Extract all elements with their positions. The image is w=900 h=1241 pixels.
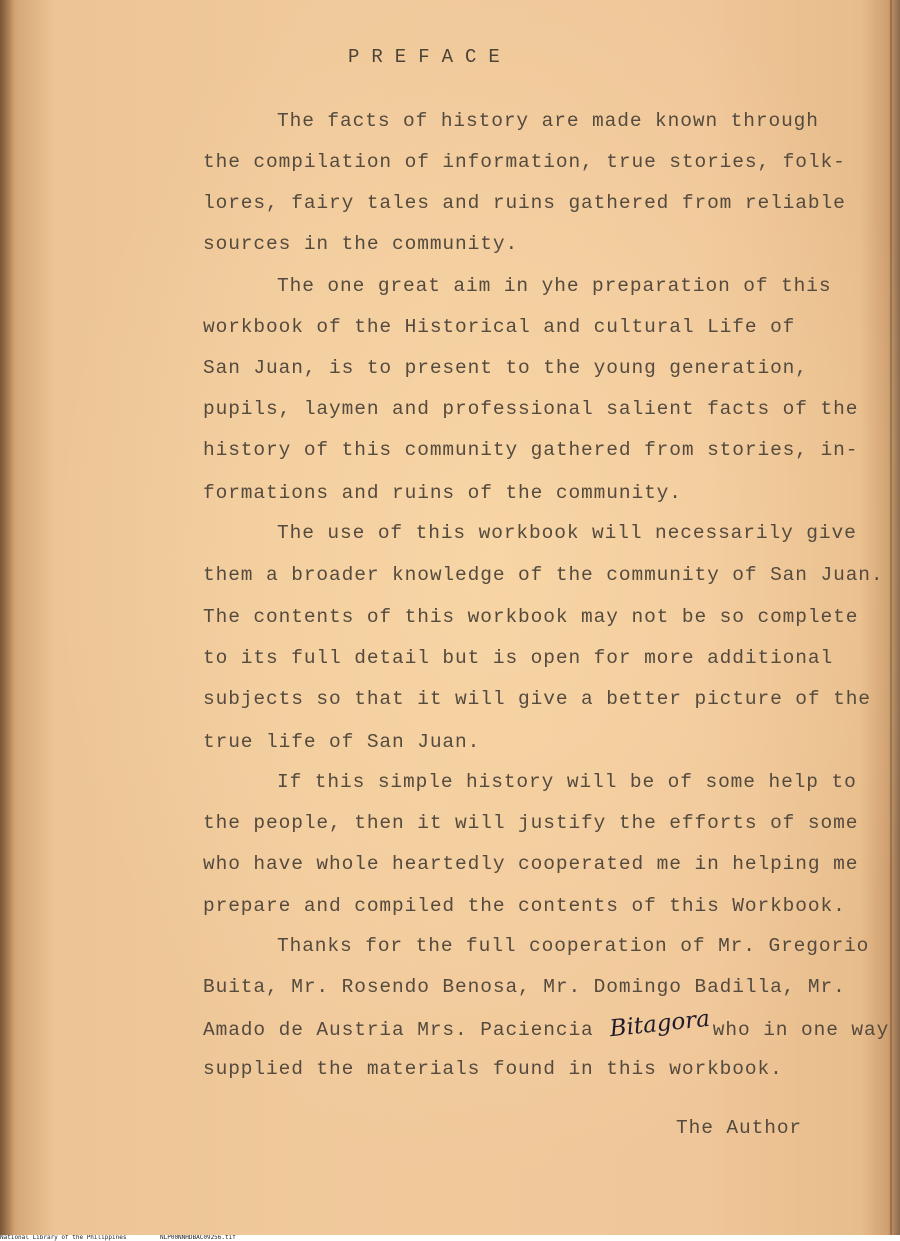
paragraph-5-line-3 — [203, 1005, 890, 1043]
paragraph-1-line-4: sources in the community. — [203, 233, 519, 255]
author-signoff: The Author — [676, 1117, 803, 1139]
paragraph-4-line-2: the people, then it will justify the efforts of some — [203, 812, 859, 834]
paragraph-2-line-6: formations and ruins of the community. — [203, 482, 682, 504]
paragraph-5-line-1: Thanks for the full cooperation of Mr. Gregorio — [277, 935, 870, 957]
paragraph-2-line-2: workbook of the Historical and cultural Life of — [203, 316, 796, 338]
footer-file-id: NLP00NNHDBAC09256.tif — [160, 1235, 236, 1241]
paragraph-2-line-3: San Juan, is to present to the young generation, — [203, 357, 808, 379]
paragraph-4-line-1: If this simple history will be of some help to — [277, 771, 857, 793]
paragraph-5-line-3-text: Amado de Austria Mrs. Paciencia — [203, 1019, 594, 1041]
paragraph-3-line-4: to its full detail but is open for more additional — [203, 647, 834, 669]
page-title: PREFACE — [348, 46, 512, 68]
paragraph-5-line-2: Buita, Mr. Rosendo Benosa, Mr. Domingo Badilla, Mr. — [203, 976, 846, 998]
paragraph-2-line-5: history of this community gathered from stories, in- — [203, 439, 859, 461]
paragraph-3-line-6: true life of San Juan. — [203, 731, 481, 753]
paragraph-3-line-1: The use of this workbook will necessarily give — [277, 522, 857, 544]
paragraph-3-line-2: them a broader knowledge of the community of San Juan. — [203, 564, 884, 586]
paragraph-2-line-1: The one great aim in yhe preparation of this — [277, 275, 832, 297]
paragraph-5-line-3-tail: who in one way — [712, 1019, 890, 1041]
paragraph-4-line-3: who have whole heartedly cooperated me in helping me — [203, 853, 859, 875]
paragraph-2-line-4: pupils, laymen and professional salient facts of the — [203, 398, 859, 420]
paragraph-3-line-5: subjects so that it will give a better picture of the — [203, 688, 871, 710]
paragraph-1-line-1: The facts of history are made known through — [277, 110, 819, 132]
paragraph-5-line-4: supplied the materials found in this workbook. — [203, 1058, 783, 1080]
paragraph-4-line-4: prepare and compiled the contents of this Workbook. — [203, 895, 846, 917]
scan-footer — [0, 1235, 900, 1241]
footer-library-name: National Library of the Philippines — [0, 1235, 127, 1241]
paragraph-3-line-3: The contents of this workbook may not be so complete — [203, 606, 859, 628]
handwritten-signature: Bitagora — [608, 1005, 712, 1043]
paragraph-1-line-2: the compilation of information, true stories, folk- — [203, 151, 846, 173]
paragraph-1-line-3: lores, fairy tales and ruins gathered from reliable — [203, 192, 846, 214]
